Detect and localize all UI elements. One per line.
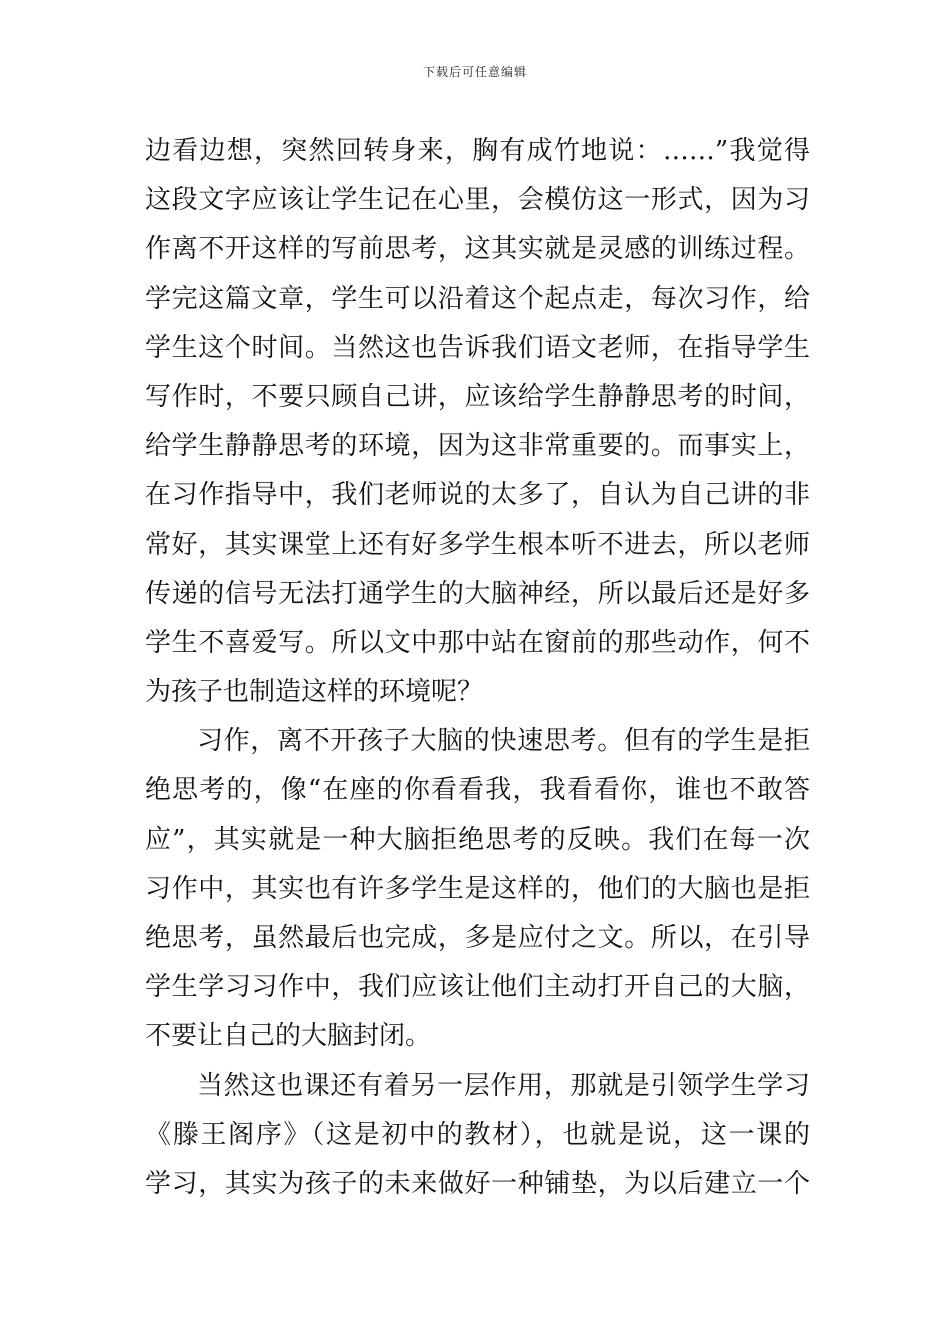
text-line: 《滕王阁序》（这是初中的教材），也就是说，这一课的: [145, 1119, 810, 1150]
text-line: 学习，其实为孩子的未来做好一种铺垫，为以后建立一个: [145, 1168, 810, 1199]
text-line: 学生不喜爱写。所以文中那中站在窗前的那些动作，何不: [145, 627, 810, 658]
text-line: 边看边想，突然回转身来，胸有成竹地说：……”我觉得: [145, 136, 810, 166]
page-header: 下载后可任意编辑: [422, 65, 527, 79]
text-line: 为孩子也制造这样的环境呢？: [145, 677, 484, 708]
text-line: 习作，离不开孩子大脑的快速思考。但有的学生是拒: [197, 726, 810, 757]
text-line: 传递的信号无法打通学生的大脑神经，所以最后还是好多: [145, 578, 810, 609]
text-line: 常好，其实课堂上还有好多学生根本听不进去，所以老师: [145, 529, 810, 560]
text-line: 习作中，其实也有许多学生是这样的，他们的大脑也是拒: [145, 873, 810, 904]
text-line: 绝思考的，像“在座的你看看我，我看看你，谁也不敢答: [145, 775, 810, 806]
document-body: [145, 127, 810, 1209]
text-line: 绝思考，虽然最后也完成，多是应付之文。所以，在引导: [145, 923, 810, 953]
text-line: 学生学习习作中，我们应该让他们主动打开自己的大脑，: [145, 972, 810, 1003]
text-line: 当然这也课还有着另一层作用，那就是引领学生学习: [197, 1070, 810, 1101]
text-line: 给学生静静思考的环境，因为这非常重要的。而事实上，: [145, 431, 810, 462]
text-line: 作离不开这样的写前思考，这其实就是灵感的训练过程。: [145, 234, 810, 265]
text-line: 在习作指导中，我们老师说的太多了，自认为自己讲的非: [145, 480, 810, 511]
text-line: 学完这篇文章，学生可以沿着这个起点走，每次习作，给: [145, 283, 810, 314]
text-line: 这段文字应该让学生记在心里，会模仿这一形式，因为习: [145, 185, 810, 216]
text-line: 应”，其实就是一种大脑拒绝思考的反映。我们在每一次: [145, 824, 810, 855]
text-line: 写作时，不要只顾自己讲，应该给学生静静思考的时间，: [145, 381, 810, 412]
text-line: 不要让自己的大脑封闭。: [145, 1021, 432, 1052]
text-line: 学生这个时间。当然这也告诉我们语文老师，在指导学生: [145, 332, 810, 363]
